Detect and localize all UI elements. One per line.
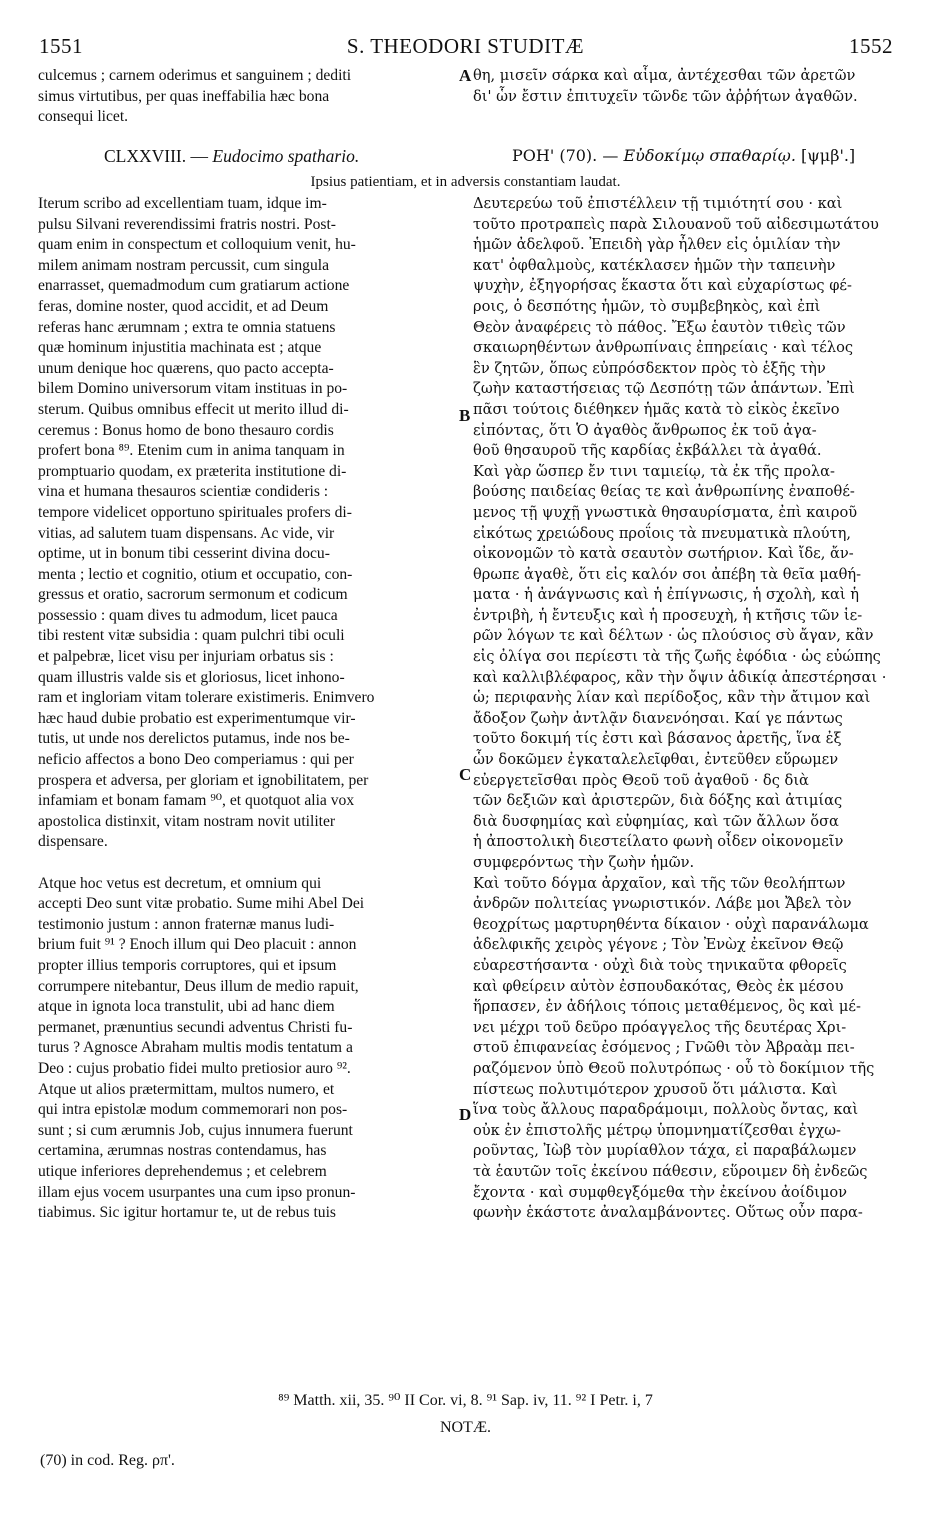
- page-number-right: 1552: [849, 34, 893, 58]
- page-number-left: 1551: [39, 34, 83, 58]
- top-greek-text: [473, 66, 896, 107]
- greek-line: ἡμῶν ἀδελφοῦ. Ἐπειδὴ γὰρ ἦλθεν εἰς ὁμιλίαν τὴν: [473, 236, 841, 254]
- greek-letter-number: ΡΟΗ' (70). —: [512, 146, 619, 165]
- latin-line: enarrasset, quemadmodum cum gratiarum actione: [38, 277, 350, 295]
- margin-letter-a: A: [459, 66, 472, 85]
- greek-line: ἵνα τοὺς ἄλλους παραδράμοιμι, πολλοὺς ὄντας, καὶ: [473, 1101, 859, 1119]
- latin-line: culcemus ; carnem oderimus et sanguinem ; dediti: [38, 67, 352, 84]
- greek-line: ὧν δοκῶμεν ἐγκαταλελεῖφθαι, ἐντεῦθεν εὕρωμεν: [473, 751, 839, 769]
- greek-line: πᾶσι τούτοις διέθηκεν ἡμᾶς κατὰ τὸ εἰκὸς ἐκεῖνο: [473, 400, 840, 418]
- latin-line: illam ejus vocem usurpantes una cum ipso pronun-: [38, 1183, 356, 1201]
- greek-line: δι' ὧν ἔστιν ἐπιτυχεῖν τῶνδε τῶν ἀῤῥήτων ἀγαθῶν.: [473, 87, 858, 105]
- latin-body: [38, 194, 456, 1224]
- greek-line: ἡ ἀποστολικὴ διεστείλατο φωνὴ οἶδεν οἰκονομεῖν: [473, 833, 844, 851]
- greek-line: μενος τῇ ψυχῇ γνωστικὰ θησαυρίσματα, ἐπὶ καιροῦ: [473, 503, 858, 521]
- margin-letter-c: C: [459, 765, 472, 784]
- latin-line: profert bona ⁸⁹. Etenim cum in anima tanquam in: [38, 442, 345, 460]
- latin-line: ram et ingloriam vitam tolerare existimeris. Enimvero: [38, 689, 375, 707]
- latin-line: ceremus : Bonus homo de bono thesauro cordis: [38, 421, 334, 439]
- greek-line: ἐντριβὴ, ἡ ἔντευξις καὶ ἡ προσευχὴ, ἡ κτῆσις τῶν ἱε-: [473, 606, 863, 624]
- greek-line: ζωὴν καταστήσειας τῷ Δεσπότῃ τῶν ἁπάντων. Ἐπὶ: [473, 380, 855, 398]
- greek-line: ἓν ζητῶν, ὅπως εὐπρόσδεκτον πρὸς τὸ ἑξῆς τὴν: [473, 359, 826, 377]
- latin-line: turus ? Agnosce Abraham multis modis tentatum a: [38, 1039, 353, 1057]
- greek-line: διὰ δυσφημίας καὶ εὐφημίας, καὶ τῶν ἄλλων ὅσα: [473, 812, 839, 830]
- greek-line: θεοχρίτως μαρτυρηθέντα δίκαιον · οὐχὶ παρανάλωμα: [473, 915, 869, 933]
- greek-line: ρῶν λόγων τε καὶ δέλτων · ὡς πλούσιος σὺ ἄγαν, κἂν: [473, 627, 874, 645]
- margin-letter-d: D: [459, 1105, 472, 1124]
- latin-line: apostolica distinxit, vitam nostram novit utiliter: [38, 812, 336, 830]
- latin-line: dispensare.: [38, 833, 108, 851]
- latin-line: brium fuit ⁹¹ ? Enoch illum qui Deo placuit : annon: [38, 936, 357, 954]
- greek-line: κατ' ὀφθαλμοὺς, κατέκλασεν ἡμῶν τὴν ταπεινὴν: [473, 256, 836, 274]
- latin-line: atque in ignota loca transtulit, ubi ad hanc diem: [38, 998, 335, 1016]
- latin-line: infamiam et bonam famam ⁹⁰, et quotquot alia vox: [38, 792, 355, 810]
- latin-line: feras, domine noster, quod accidit, et ad Deum: [38, 297, 329, 315]
- greek-line: εἰκότως χρειώδους προΐοις τὰ πνευματικὰ πλούτη,: [473, 524, 852, 542]
- greek-line: τῶν δεξιῶν καὶ ἀριστερῶν, διὰ δόξης καὶ ἀτιμίας: [473, 792, 843, 810]
- greek-line: εἰς ὀλίγα σοι περίεστι τὰ τῆς ζωῆς ἐφόδια · ὡς εὐώπης: [473, 648, 881, 666]
- greek-line: εἰπόντας, ὅτι Ὁ ἀγαθὸς ἄνθρωπος ἐκ τοῦ ἀγα-: [473, 421, 817, 439]
- latin-line: [38, 853, 456, 874]
- greek-line: τὰ ἑαυτῶν τοῖς ἐκείνου πάθεσιν, εὕροιμεν δὴ ἐνδεῶς: [473, 1162, 868, 1180]
- latin-line: vitias, ad salutem tuam dispensans. Ac vide, vir: [38, 524, 335, 542]
- greek-line: ροῦντας, Ἰὼβ τὸν μυρίαθλον τάχα, εἰ παραβάλωμεν: [473, 1142, 857, 1160]
- greek-line: φωνὴν ἑκάστοτε ἀναλαμβάνοντες. Οὕτως οὖν παρα-: [473, 1204, 863, 1222]
- greek-line: ματα · ἡ ἀνάγνωσις καὶ ἡ ἐπίγνωσις, ἡ σχολὴ, καὶ ἡ: [473, 586, 859, 604]
- latin-line: testimonio justum : annon fraternæ manus ludi-: [38, 915, 335, 933]
- margin-letter-b: B: [459, 406, 471, 425]
- latin-line: promptuario quodam, ex præterita institutione di-: [38, 462, 347, 480]
- latin-line: unum denique hoc quærens, quo pacto accepta-: [38, 359, 334, 377]
- running-title: S. THEODORI STUDITÆ: [346, 34, 585, 58]
- latin-line: tempore videlicet opportuno spirituales profers di-: [38, 503, 352, 521]
- latin-line: referas hanc ærumnam ; extra te omnia statuens: [38, 318, 336, 336]
- greek-line: σκαιωρηθέντων ἀνθρωπίναις ἐπηρείαις · καὶ τέλος: [473, 339, 854, 357]
- latin-line: sunt ; si cum ærumnis Job, cujus innumera fuerunt: [38, 1121, 353, 1139]
- latin-line: milem animam nostram percussit, cum singula: [38, 256, 330, 274]
- greek-line: Θεὸν ἀναφέρεις τὸ πάθος. Ἔξω ἑαυτὸν τιθεὶς τῶν: [473, 318, 846, 336]
- latin-line: gressus et oratio, sacrorum sermonum et codicum: [38, 586, 348, 604]
- greek-line: ραζόμενον ὑπὸ Θεοῦ πολυτρόπως · οὗ τὸ δοκίμιον τῆς: [473, 1059, 875, 1077]
- latin-line: sterum. Quibus omnibus effecit ut merito illud di-: [38, 400, 349, 418]
- notes-heading: NOTÆ.: [439, 1419, 492, 1436]
- latin-line: utique inferiores deprehendemus ; et celebrem: [38, 1162, 327, 1180]
- greek-line: Καὶ τοῦτο δόγμα ἀρχαῖον, καὶ τῆς τῶν θεολήπτων: [473, 874, 846, 892]
- latin-line: certamina, ærumnas nostras contendamus, has: [38, 1142, 327, 1160]
- latin-line: tibi restent vitæ subsidia : quam pulchri tibi oculi: [38, 627, 345, 645]
- latin-letter-addressee: Eudocimo spathario.: [212, 146, 360, 166]
- latin-line: propter illius temporis corruptores, qui et ipsum: [38, 956, 337, 974]
- latin-line: quam enim in conspectum et colloquium venit, hu-: [38, 236, 356, 254]
- latin-line: corrumpere nitebantur, Deus illum de medio rapuit,: [38, 977, 359, 995]
- greek-line: οἰκονομῶν τὸ κατὰ σεαυτὸν σωτήριον. Καὶ ἴδε, ἄν-: [473, 545, 854, 563]
- greek-letter-addressee: Εὐδοκίμῳ σπαθαρίῳ.: [623, 146, 796, 165]
- greek-line: Δευτερεύω τοῦ ἐπιστέλλειν τῇ τιμιότητί σου · καὶ: [473, 195, 843, 212]
- greek-line: στοῦ ἐπιφανείας ἐσόμενος ; Γνῶθι τὸν Ἀβραὰμ πει-: [473, 1039, 855, 1057]
- greek-line: ψυχὴν, ἐξηγορήσας ἕκαστα ὅτι καὶ εὐχαρίστως φέ-: [473, 277, 852, 295]
- latin-line: qui intra epistolæ modum commemorari non pos-: [38, 1101, 348, 1119]
- latin-line: vina et humana thesauros scientiæ condideris :: [38, 483, 329, 501]
- greek-line: ροις, ὁ δεσπότης ἡμῶν, τὸ συμβεβηκὸς, καὶ ἐπὶ: [473, 297, 821, 315]
- latin-line: Deo : cujus probatio fidei multo pretiosior auro ⁹².: [38, 1059, 351, 1077]
- latin-line: possessio : quam dives tu admodum, licet pauca: [38, 606, 338, 624]
- greek-line: νει μέχρι τοῦ δεῦρο πρόαγγελος τῆς δευτέρας Χρι-: [473, 1018, 847, 1036]
- latin-line: Atque ut alios prætermittam, multos numero, et: [38, 1080, 335, 1098]
- latin-line: consequi licet.: [38, 108, 129, 126]
- greek-line: εὐεργετεῖσθαι πρὸς Θεοῦ τοῦ ἀγαθοῦ · δς διὰ: [473, 771, 809, 789]
- greek-line: Καὶ γὰρ ὥσπερ ἔν τινι ταμιείῳ, τὰ ἐκ τῆς προλα-: [473, 462, 835, 480]
- greek-line: τοῦτο δοκιμή τίς ἐστι καὶ βάσανος ἀρετῆς, ἵνα ἐξ: [473, 730, 842, 748]
- top-latin-text: [38, 66, 456, 128]
- greek-line: θη, μισεῖν σάρκα καὶ αἷμα, ἀντέχεσθαι τῶν ἀρετῶν: [473, 67, 856, 84]
- latin-line: bilem Domino universorum vitam instituas in po-: [38, 380, 348, 398]
- greek-body: [473, 194, 896, 1224]
- latin-line: menta ; lectio et cognitio, otium et occupatio, con-: [38, 565, 353, 583]
- greek-line: εὐαρεστήσαντα · οὐχὶ διὰ τοὺς τηνικαῦτα φθορεῖς: [473, 956, 847, 974]
- latin-line: hæc haud dubie probatio est experimentumque vir-: [38, 709, 356, 727]
- greek-line: τοῦτο προτραπεὶς παρὰ Σιλουανοῦ τοῦ αἰδεσιμωτάτου: [473, 215, 879, 233]
- letter-argument: Ipsius patientiam, et in adversis constantiam laudat.: [310, 174, 621, 190]
- latin-line: simus virtutibus, per quas ineffabilia hæc bona: [38, 87, 330, 105]
- greek-line: ὡ; περιφανὴς λίαν καὶ περίδοξος, κἂν τὴν ἄτιμον καὶ: [473, 689, 871, 707]
- latin-line: optime, ut in bonum tibi cesserint divina docu-: [38, 545, 330, 563]
- greek-line: πίστεως πολυτιμότερον χρυσοῦ ὅτι μάλιστα. Καὶ: [473, 1080, 838, 1098]
- greek-line: καὶ καλλιβλέφαρος, κἂν τὴν ὄψιν ἀδικίᾳ ἀπεστέρησαι ·: [473, 668, 887, 686]
- greek-line: ἄδοξον ζωὴν ἀντλᾷν διανενόησαι. Καί γε πάντως: [473, 709, 843, 727]
- greek-line: θοῦ θησαυροῦ τῆς καρδίας ἐκβάλλει τὰ ἀγαθά.: [473, 442, 822, 460]
- latin-line: Atque hoc vetus est decretum, et omnium qui: [38, 874, 322, 892]
- greek-line: ἥρπασεν, ἐν ἀδήλοις τόποις μεταθέμενος, ὃς καὶ μέ-: [473, 998, 861, 1016]
- latin-line: neficio affectos a bono Deo comperiamus : qui per: [38, 751, 354, 769]
- page-header: [0, 34, 931, 64]
- greek-letter-bracket: [ψμβ'.]: [801, 146, 856, 165]
- latin-line: tiabimus. Sic igitur hortamur te, ut de rebus tuis: [38, 1204, 336, 1222]
- latin-line: tutis, ut unde nos derelictos putamus, inde nos be-: [38, 730, 350, 748]
- latin-letter-number: CLXXVIII. —: [104, 146, 209, 166]
- greek-line: ἀδελφικῆς χειρὸς γέγονε ; Τὸν Ἐνὼχ ἐκεῖνον Θεῷ: [473, 936, 844, 954]
- greek-line: καὶ φθείρειν αὐτὸν ἐσπουδακότας, Θεὸς ἐκ μέσου: [473, 977, 844, 995]
- latin-line: et palpebræ, licet visu per injuriam orbatus sis :: [38, 648, 334, 666]
- greek-line: συμφερόντως τὴν ζωὴν ἡμῶν.: [473, 854, 695, 871]
- latin-line: permanet, prænuntius secundi adventus Christi fu-: [38, 1018, 353, 1036]
- footnotes: ⁸⁹ Matth. xii, 35. ⁹⁰ II Cor. vi, 8. ⁹¹ Sap. iv, 11. ⁹² I Petr. i, 7: [278, 1392, 653, 1409]
- greek-letter-title: [512, 146, 855, 165]
- latin-line: accepti Deo sunt vitæ probatio. Sume mihi Abel Dei: [38, 895, 365, 913]
- note-70: (70) in cod. Reg. ρπ'.: [40, 1452, 175, 1469]
- latin-line: prospera et adversa, per gloriam et ignobilitatem, per: [38, 771, 369, 789]
- latin-line: Iterum scribo ad excellentiam tuam, idque im-: [38, 195, 327, 212]
- latin-line: pulsu Silvani reverendissimi fratris nostri. Post-: [38, 215, 336, 233]
- greek-line: οὐκ ἐν ἐπιστολῆς μέτρῳ ὑπομνηματίζεσθαι ἐγχω-: [473, 1121, 841, 1139]
- greek-line: θρωπε ἀγαθὲ, ὅτι εἰς καλόν σοι ἀπέβη τὰ θεῖα μαθή-: [473, 565, 862, 583]
- greek-line: ἀνδρῶν πολιτείας γνωριστικόν. Λάβε μοι Ἄβελ τὸν: [473, 895, 852, 913]
- latin-letter-title: [104, 146, 359, 167]
- latin-line: quæ hominum injustitia machinata est ; atque: [38, 339, 322, 357]
- greek-line: βούσης παιδείας θείας τε καὶ ἀνθρωπίνης ἐναποθέ-: [473, 483, 855, 501]
- latin-line: quam illustris valde sis et gloriosus, licet inhono-: [38, 668, 345, 686]
- greek-line: ἔχοντα · καὶ συμφθεγξόμεθα τὴν ἐκείνου ἀοίδιμον: [473, 1183, 848, 1201]
